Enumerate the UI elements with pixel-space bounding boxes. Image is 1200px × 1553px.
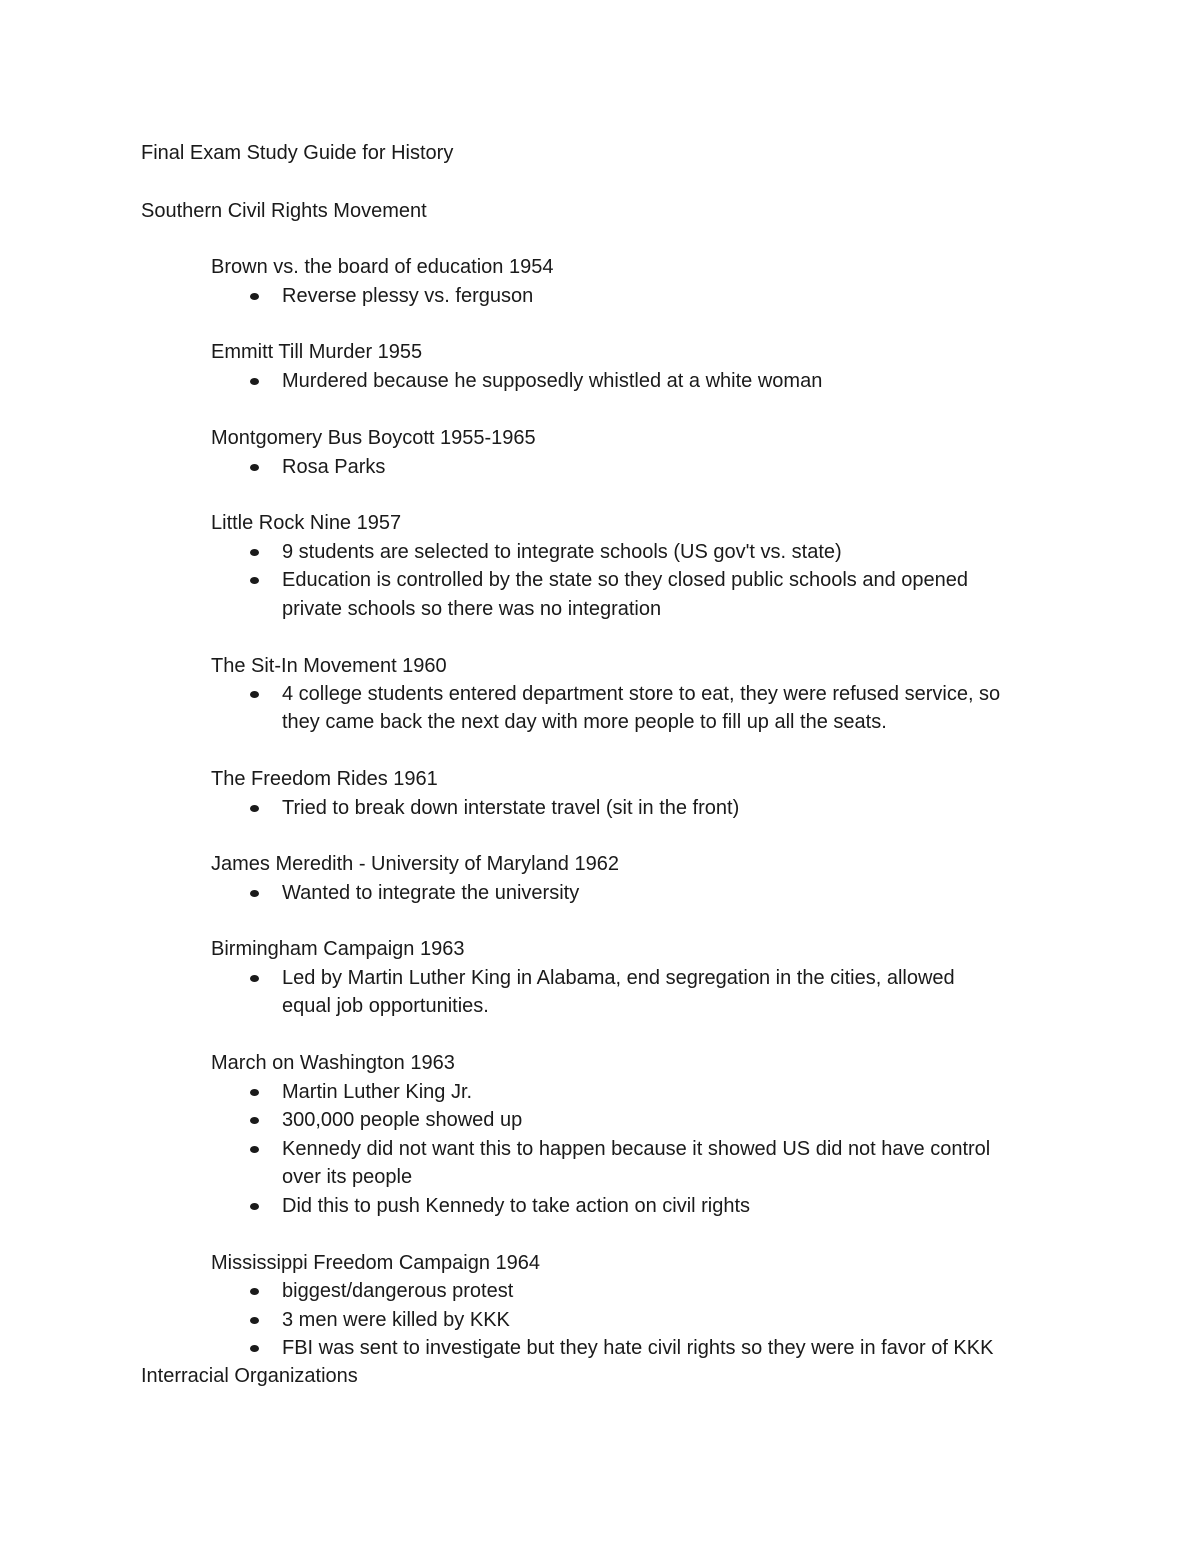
bullet-icon: [250, 691, 259, 698]
topic-heading-james-meredith: James Meredith - University of Maryland 1962: [211, 853, 619, 875]
topic-heading-sit-in-movement: The Sit-In Movement 1960: [211, 655, 447, 677]
bullet-icon: [250, 1146, 259, 1153]
bullet-text: 3 men were killed by KKK: [282, 1309, 510, 1331]
bullet-icon: [250, 293, 259, 300]
bullet-icon: [250, 378, 259, 385]
section-heading-interracial-organizations: Interracial Organizations: [141, 1365, 358, 1387]
topic-heading-birmingham-campaign: Birmingham Campaign 1963: [211, 938, 465, 960]
bullet-text: Martin Luther King Jr.: [282, 1081, 473, 1103]
topic-heading-little-rock-nine: Little Rock Nine 1957: [211, 512, 402, 534]
bullet-icon: [250, 1288, 259, 1295]
bullet-text: Did this to push Kennedy to take action on civil rights: [282, 1195, 751, 1217]
document-title: Final Exam Study Guide for History: [141, 142, 454, 164]
bullet-text: Reverse plessy vs. ferguson: [282, 285, 534, 307]
topic-heading-mississippi-freedom-campaign: Mississippi Freedom Campaign 1964: [211, 1252, 541, 1274]
bullet-text: biggest/dangerous protest: [282, 1280, 514, 1302]
bullet-text: Tried to break down interstate travel (sit in the front): [282, 797, 740, 819]
bullet-text: FBI was sent to investigate but they hate civil rights so they were in favor of KKK: [282, 1337, 994, 1359]
bullet-icon: [250, 890, 259, 897]
topic-heading-freedom-rides: The Freedom Rides 1961: [211, 768, 438, 790]
bullet-icon: [250, 577, 259, 584]
bullet-text: 300,000 people showed up: [282, 1109, 523, 1131]
bullet-text-continuation: they came back the next day with more people to fill up all the seats.: [282, 711, 887, 733]
bullet-text: 9 students are selected to integrate schools (US gov't vs. state): [282, 541, 842, 563]
bullet-icon: [250, 975, 259, 982]
section-heading-southern-civil-rights: Southern Civil Rights Movement: [141, 200, 427, 222]
bullet-text: 4 college students entered department store to eat, they were refused service, so: [282, 683, 1001, 705]
topic-heading-emmitt-till: Emmitt Till Murder 1955: [211, 341, 423, 363]
bullet-text: Education is controlled by the state so they closed public schools and opened: [282, 569, 968, 591]
bullet-text-continuation: equal job opportunities.: [282, 995, 489, 1017]
topic-heading-montgomery-bus-boycott: Montgomery Bus Boycott 1955-1965: [211, 427, 536, 449]
bullet-text-continuation: private schools so there was no integration: [282, 598, 662, 620]
topic-heading-brown-v-board: Brown vs. the board of education 1954: [211, 256, 554, 278]
bullet-icon: [250, 1089, 259, 1096]
bullet-text: Rosa Parks: [282, 456, 386, 478]
bullet-icon: [250, 549, 259, 556]
bullet-icon: [250, 1117, 259, 1124]
bullet-icon: [250, 1203, 259, 1210]
bullet-icon: [250, 1317, 259, 1324]
bullet-text: Wanted to integrate the university: [282, 882, 580, 904]
bullet-icon: [250, 1345, 259, 1352]
bullet-text-continuation: over its people: [282, 1166, 413, 1188]
bullet-icon: [250, 464, 259, 471]
bullet-icon: [250, 805, 259, 812]
bullet-text: Kennedy did not want this to happen because it showed US did not have control: [282, 1138, 991, 1160]
bullet-text: Led by Martin Luther King in Alabama, end segregation in the cities, allowed: [282, 967, 955, 989]
topic-heading-march-on-washington: March on Washington 1963: [211, 1052, 455, 1074]
bullet-text: Murdered because he supposedly whistled at a white woman: [282, 370, 823, 392]
